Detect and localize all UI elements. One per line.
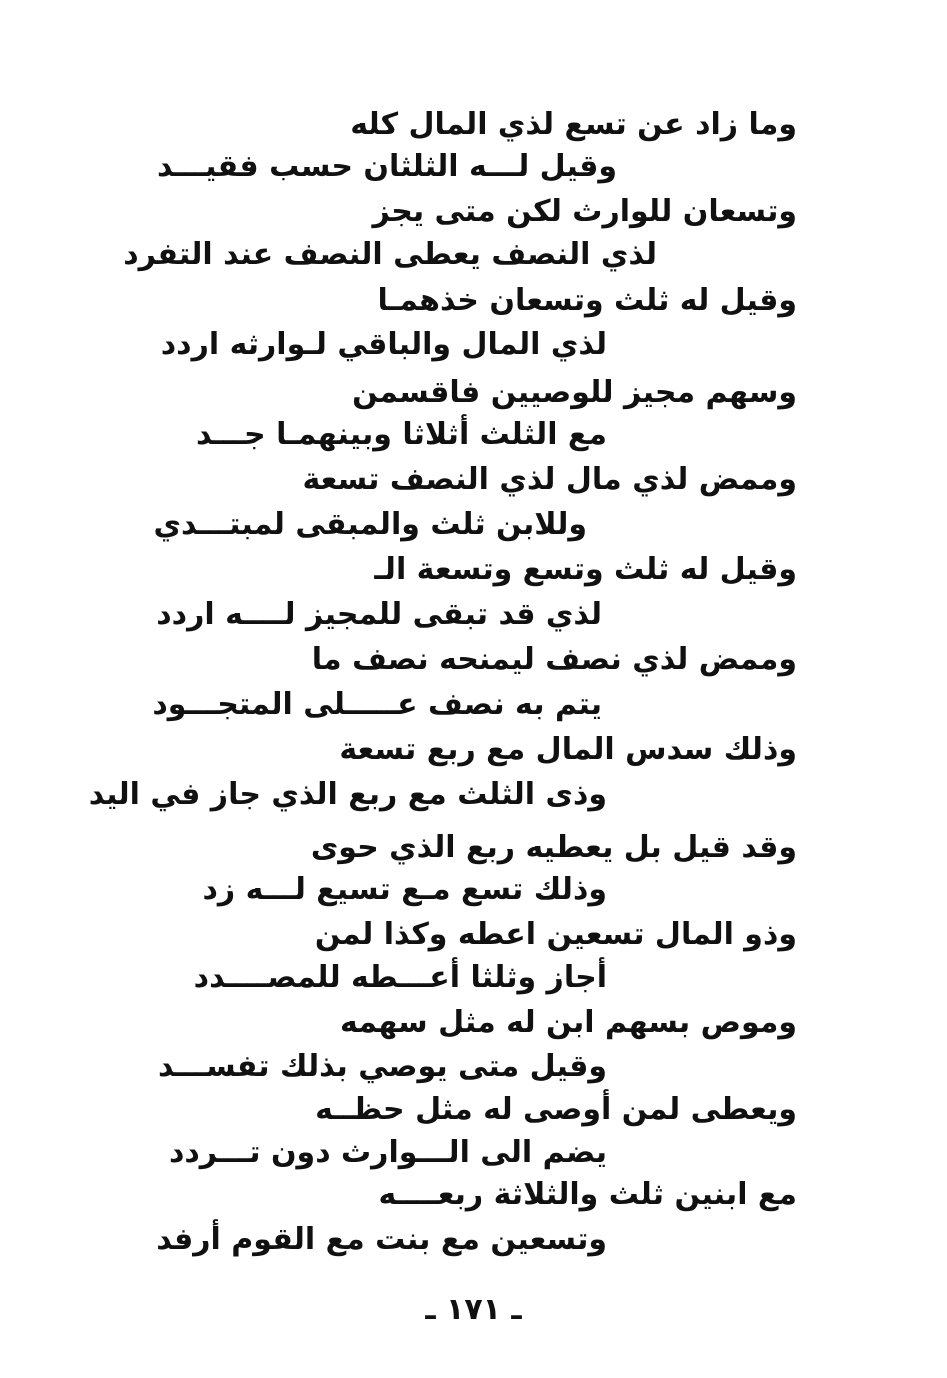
verse-line: أجاز وثلثا أعـــطه للمصــــدد	[193, 960, 607, 995]
verse-line: وتسعان للوارث لكن متى يجز	[372, 194, 797, 229]
verse-line: وسهم مجيز للوصيين فاقسمن	[352, 375, 797, 410]
verse-line: وذى الثلث مع ربع الذي جاز في اليد	[88, 777, 607, 812]
verse-line: ويعطى لمن أوصى له مثل حظــه	[315, 1092, 797, 1127]
verse-line: وممض لذي نصف ليمنحه نصف ما	[311, 642, 797, 677]
verse-line: لذي المال والباقي لـوارثه اردد	[160, 327, 607, 362]
verse-line: وموص بسهم ابن له مثل سهمه	[340, 1005, 797, 1040]
verse-line: وذو المال تسعين اعطه وكذا لمن	[314, 917, 797, 952]
verse-line: وقيل لـــه الثلثان حسب فقيـــد	[157, 149, 617, 184]
verse-line: مع ابنين ثلث والثلاثة ربعــــه	[378, 1177, 797, 1212]
verse-line: وقد قيل بل يعطيه ربع الذي حوى	[310, 830, 797, 865]
verse-line: وذلك تسع مـع تسيع لـــه زد	[202, 872, 607, 907]
verse-line: وما زاد عن تسع لذي المال كله	[350, 107, 797, 142]
verse-line: يضم الى الـــوارث دون تـــردد	[169, 1135, 607, 1170]
verse-line: وللابن ثلث والمبقى لمبتـــدي	[153, 507, 587, 542]
verse-line: لذي قد تبقى للمجيز لــــه اردد	[156, 597, 602, 632]
verse-line: يتم به نصف عـــــلى المتجـــود	[152, 687, 602, 722]
verse-line: لذي النصف يعطى النصف عند التفرد	[123, 237, 657, 272]
verse-line: وذلك سدس المال مع ربع تسعة	[339, 732, 797, 767]
verse-line: وقيل متى يوصي بذلك تفســـد	[158, 1049, 607, 1084]
verse-line: وتسعين مع بنت مع القوم أرفد	[156, 1222, 607, 1257]
verse-line: وقيل له ثلث وتسع وتسعة الـ	[374, 552, 797, 587]
page-number: ـ ١٧١ ـ	[425, 1292, 522, 1327]
verse-line: مع الثلث أثلاثا وبينهمـا جـــد	[195, 417, 607, 452]
verse-line: وقيل له ثلث وتسعان خذهمـا	[377, 283, 797, 318]
verse-line: وممض لذي مال لذي النصف تسعة	[302, 462, 797, 497]
